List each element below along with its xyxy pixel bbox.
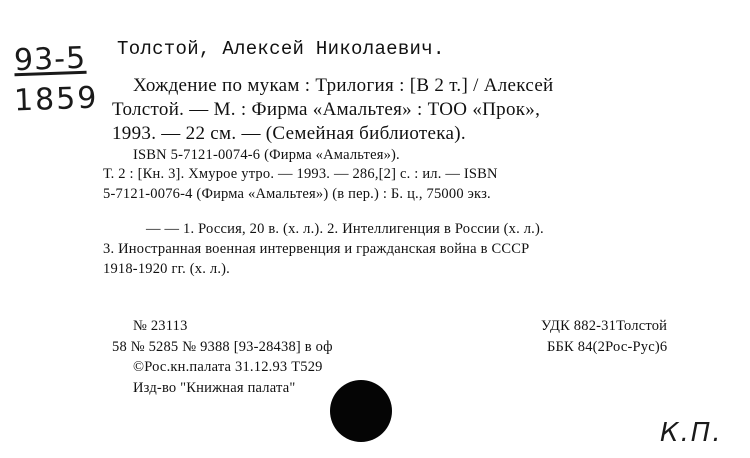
punch-hole (330, 380, 392, 442)
subject-line-1: — — 1. Россия, 20 в. (х. л.). 2. Интеллигенция в России (х. л.). (146, 221, 544, 237)
volume-line-1: Т. 2 : [Кн. 3]. Хмурое утро. — 1993. — 286,[2] с. : ил. — ISBN (103, 166, 498, 182)
handwritten-initials: К.П. (660, 418, 723, 448)
isbn-line: ISBN 5-7121-0074-6 (Фирма «Амальтея»). (133, 147, 400, 163)
volume-line-2: 5-7121-0076-4 (Фирма «Амальтея») (в пер.) : Б. ц., 75000 экз. (103, 186, 491, 202)
author-heading: Толстой, Алексей Николаевич. (117, 38, 445, 60)
subject-line-2: 3. Иностранная военная интервенция и гражданская война в СССР (103, 241, 530, 257)
handwritten-number-top: 93-5 (13, 40, 87, 79)
title-line-2: Толстой. — М. : Фирма «Амальтея» : ТОО «Прок», (112, 99, 541, 120)
bbk-code: ББК 84(2Рос-Рус)6 (547, 339, 668, 355)
title-line-3: 1993. — 22 см. — (Семейная библиотека). (112, 123, 466, 144)
udk-code: УДК 882-31Толстой (541, 318, 668, 334)
copyright-line: ©Рос.кн.палата 31.12.93 Т529 (133, 359, 323, 375)
handwritten-number-bottom: 1859 (13, 80, 99, 119)
publisher-line: Изд-во "Книжная палата" (133, 380, 296, 396)
subject-line-3: 1918-1920 гг. (х. л.). (103, 261, 231, 277)
registration-line: 58 № 5285 № 9388 [93-28438] в оф (112, 339, 333, 355)
record-number: № 23113 (133, 318, 188, 334)
title-line-1: Хождение по мукам : Трилогия : [В 2 т.] / Алексей (133, 75, 554, 96)
